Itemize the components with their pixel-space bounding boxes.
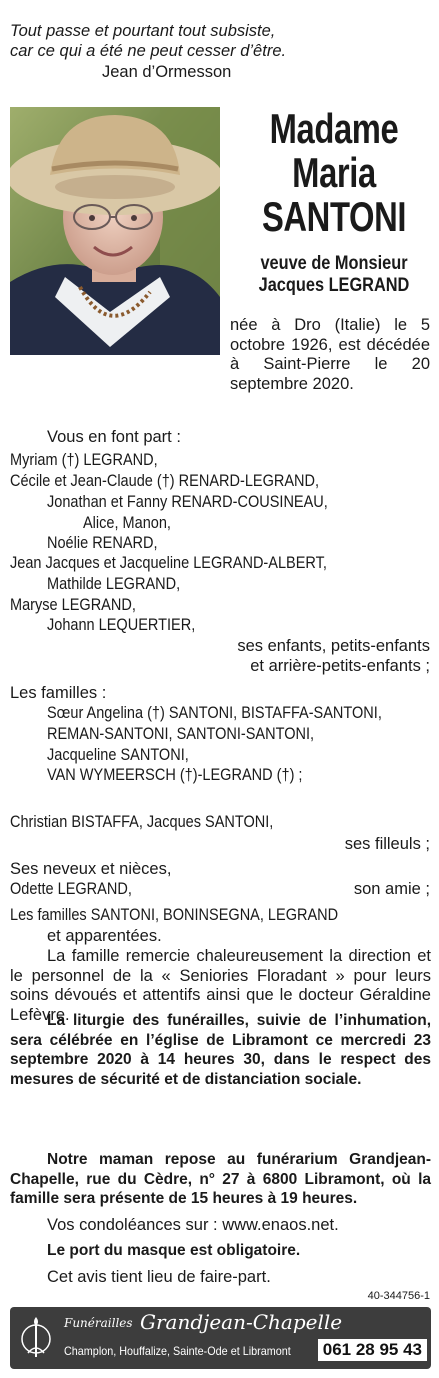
deceased-last-name: SANTONI xyxy=(261,193,407,240)
godchildren: Christian BISTAFFA, Jacques SANTONI, xyxy=(10,813,274,831)
notice-line: Cet avis tient lieu de faire-part. xyxy=(47,1268,271,1286)
banner-phone: 061 28 95 43 xyxy=(318,1339,427,1361)
quote-line-2: car ce qui a été ne peut cesser d’être. xyxy=(10,42,287,60)
funeral-home-banner xyxy=(10,1307,431,1369)
family-line: Mathilde LEGRAND, xyxy=(47,575,181,593)
mask-notice: Le port du masque est obligatoire. xyxy=(47,1242,301,1259)
families-line: VAN WYMEERSCH (†)-LEGRAND (†) ; xyxy=(47,766,303,784)
family-line: Noélie RENARD, xyxy=(47,534,158,552)
families-line: Sœur Angelina (†) SANTONI, BISTAFFA-SANTONI, xyxy=(47,704,382,722)
family-intro: Vous en font part : xyxy=(47,428,181,446)
condolences-line: Vos condoléances sur : www.enaos.net. xyxy=(47,1216,339,1234)
widow-line-1: veuve de Monsieur xyxy=(260,253,408,274)
deceased-title: Madame xyxy=(269,105,399,152)
friend-role: son amie ; xyxy=(353,880,430,898)
family-line: Maryse LEGRAND, xyxy=(10,596,136,614)
related-families: et apparentées. xyxy=(47,927,162,945)
funerarium-paragraph: Notre maman repose au funérarium Grandjean-Chapelle, rue du Cèdre, n° 27 à 6800 Libramont, où la famille sera présente de 15 heures à 19 heures. xyxy=(10,1151,431,1207)
deceased-first-name: Maria xyxy=(292,149,376,196)
thanks-paragraph: La famille remercie chaleureusement la direction et le personnel de la « Seniories Floradant » pour leurs soins dévoués et attentifs ainsi que le docteur Géraldine Lefèvre. xyxy=(10,947,431,1024)
families-label: Les familles : xyxy=(10,684,107,702)
birth-death-details: née à Dro (Italie) le 5 octobre 1926, est décédée à Saint-Pierre le 20 septembre 2020. xyxy=(230,316,430,393)
portrait-photo xyxy=(10,107,220,355)
funeral-home-logo xyxy=(16,1313,56,1363)
friend-name: Odette LEGRAND, xyxy=(10,880,132,898)
banner-locations: Champlon, Houffalize, Sainte-Ode et Libramont xyxy=(64,1344,291,1358)
nephews-nieces: Ses neveux et nièces, xyxy=(10,860,172,878)
family-line: Cécile et Jean-Claude (†) RENARD-LEGRAND, xyxy=(10,472,320,490)
banner-prefix: Funérailles xyxy=(64,1316,133,1330)
funeral-paragraph: La liturgie des funérailles, suivie de l’inhumation, sera célébrée en l’église de Libramont ce mercredi 23 septembre 2020 à 14 heures 30, dans le respect des mesures de sécurité et de distanciation sociale. xyxy=(10,1012,431,1088)
family-line: Johann LEQUERTIER, xyxy=(47,616,196,634)
children-role: ses enfants, petits-enfants xyxy=(237,637,430,655)
families-line: REMAN-SANTONI, SANTONI-SANTONI, xyxy=(47,725,315,743)
widow-line-2: Jacques LEGRAND xyxy=(258,275,410,296)
family-line: Jonathan et Fanny RENARD-COUSINEAU, xyxy=(47,493,328,511)
banner-brand: Grandjean-Chapelle xyxy=(140,1310,343,1334)
other-families: Les familles SANTONI, BONINSEGNA, LEGRAND xyxy=(10,906,339,924)
family-line: Myriam (†) LEGRAND, xyxy=(10,451,158,469)
quote-line-1: Tout passe et pourtant tout subsiste, xyxy=(10,22,276,40)
families-line: Jacqueline SANTONI, xyxy=(47,746,189,764)
reference-number: 40-344756-1 xyxy=(367,1290,430,1302)
godchildren-role: ses filleuls ; xyxy=(344,835,430,853)
grandchildren-role: et arrière-petits-enfants ; xyxy=(250,657,430,675)
family-line: Alice, Manon, xyxy=(83,514,171,532)
quote-author: Jean d’Ormesson xyxy=(102,63,232,81)
family-line: Jean Jacques et Jacqueline LEGRAND-ALBERT, xyxy=(10,554,327,572)
